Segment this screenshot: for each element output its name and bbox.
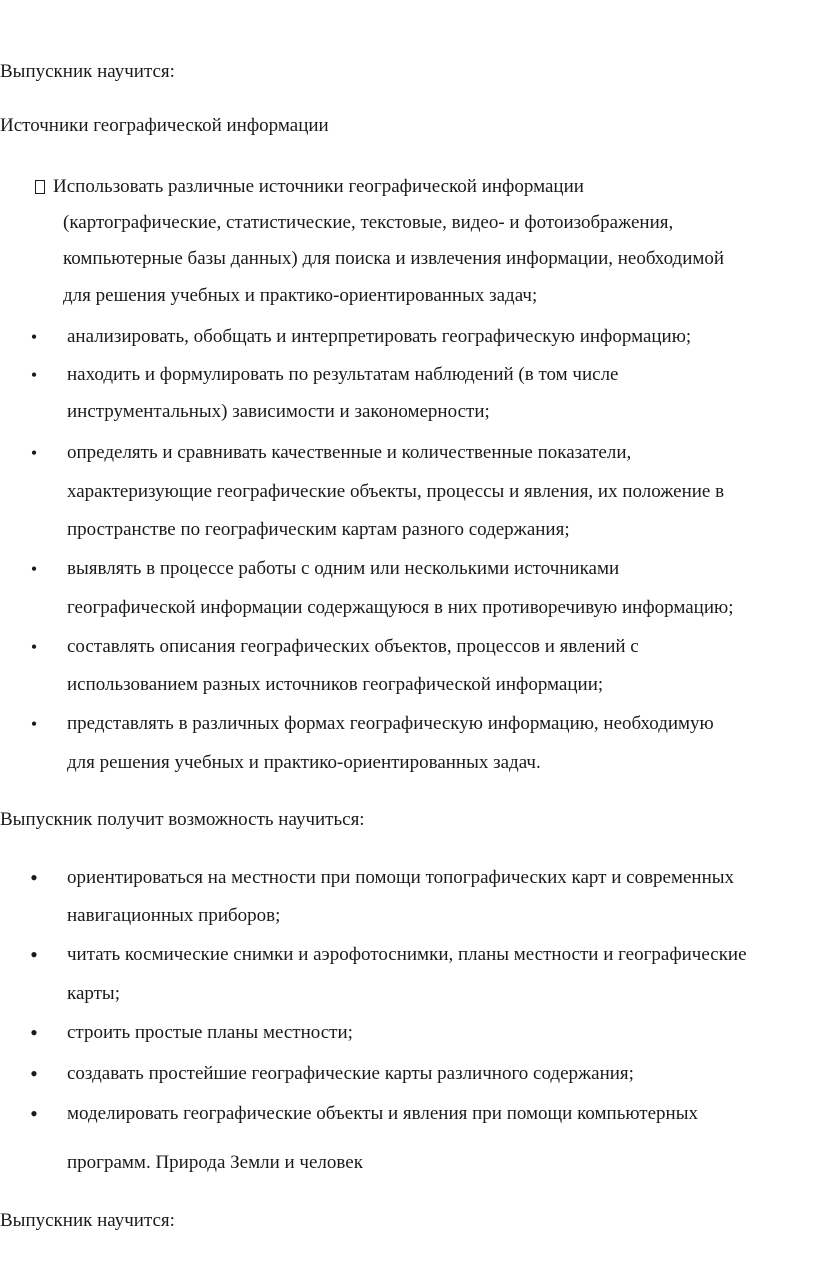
first-item-line-1: Использовать различные источники географической информации — [53, 176, 584, 197]
heading-graduate-will-learn-2: Выпускник научится: — [0, 1210, 175, 1231]
bullet-icon: • — [30, 942, 38, 967]
heading-graduate-will-learn: Выпускник научится: — [0, 61, 175, 82]
heading-graduate-opportunity: Выпускник получит возможность научиться: — [0, 809, 365, 830]
list-item-cont: характеризующие географические объекты, процессы и явления, их положение в — [67, 481, 725, 502]
first-item-line-2: (картографические, статистические, текстовые, видео- и фотоизображения, — [63, 212, 674, 233]
list-item: составлять описания географических объектов, процессов и явлений с — [67, 636, 639, 657]
list-item: представлять в различных формах географическую информацию, необходимую — [67, 713, 714, 734]
list-item: читать космические снимки и аэрофотоснимки, планы местности и географические — [67, 944, 747, 965]
first-item-line-4: для решения учебных и практико-ориентированных задач; — [63, 285, 538, 306]
first-item-line-3: компьютерные базы данных) для поиска и извлечения информации, необходимой — [63, 248, 725, 269]
bullet-icon: • — [30, 1020, 38, 1045]
bullet-icon: • — [30, 714, 38, 734]
list-item: выявлять в процессе работы с одним или несколькими источниками — [67, 558, 620, 579]
list-item-cont: пространстве по географическим картам разного содержания; — [67, 519, 570, 540]
square-bullet-icon — [35, 180, 45, 194]
section-title-sources: Источники географической информации — [0, 115, 329, 136]
list-item: анализировать, обобщать и интерпретировать географическую информацию; — [67, 326, 692, 347]
bullet-icon: • — [30, 327, 38, 347]
list-item: моделировать географические объекты и явления при помощи компьютерных — [67, 1103, 698, 1124]
bullet-icon: • — [30, 443, 38, 463]
bullet-icon: • — [30, 559, 38, 579]
list-item: ориентироваться на местности при помощи топографических карт и современных — [67, 867, 735, 888]
list-item-cont: инструментальных) зависимости и закономерности; — [67, 401, 490, 422]
list-item-cont: географической информации содержащуюся в них противоречивую информацию; — [67, 597, 734, 618]
list-item-cont: карты; — [67, 983, 120, 1004]
list-item: строить простые планы местности; — [67, 1022, 353, 1043]
list-item-cont: использованием разных источников географической информации; — [67, 674, 604, 695]
bullet-icon: • — [30, 365, 38, 385]
list-item: находить и формулировать по результатам наблюдений (в том числе — [67, 364, 619, 385]
list-item: создавать простейшие географические карты различного содержания; — [67, 1063, 634, 1084]
bullet-icon: • — [30, 1101, 38, 1126]
list-item-cont: навигационных приборов; — [67, 905, 281, 926]
bullet-icon: • — [30, 637, 38, 657]
list-item-cont: программ. Природа Земли и человек — [67, 1152, 363, 1173]
bullet-icon: • — [30, 1061, 38, 1086]
bullet-icon: • — [30, 865, 38, 890]
list-item: определять и сравнивать качественные и количественные показатели, — [67, 442, 632, 463]
list-item-cont: для решения учебных и практико-ориентированных задач. — [67, 752, 541, 773]
